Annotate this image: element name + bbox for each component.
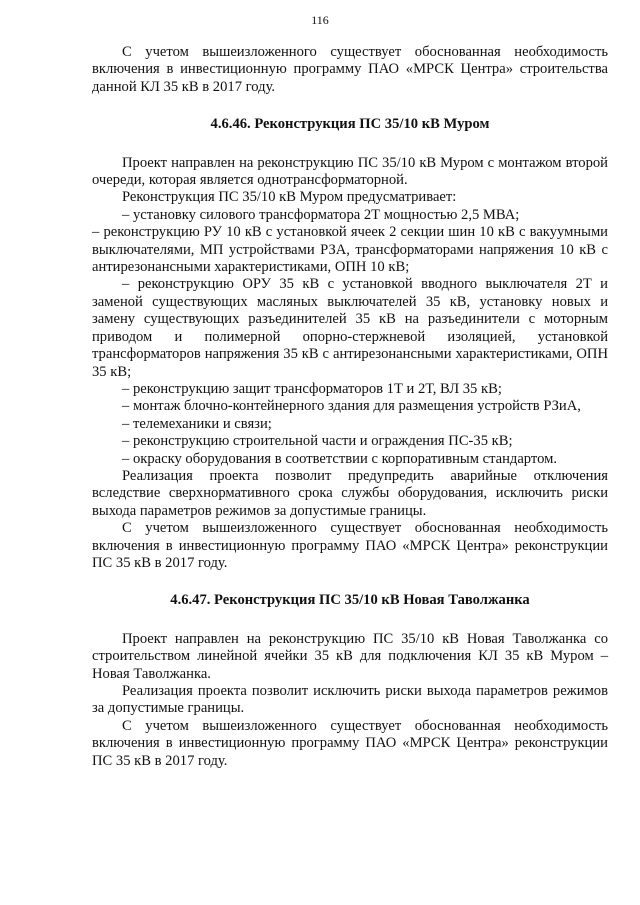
list-item: – телемеханики и связи; (122, 415, 272, 432)
section-heading-4-6-46: 4.6.46. Реконструкция ПС 35/10 кВ Муром (210, 116, 490, 133)
intro-paragraph: С учетом вышеизложенного существует обоснованная необходимость включения в инвестиционную программу ПАО «МРСК Центра» строительства данной КЛ 35 кВ в 2017 году. (92, 44, 608, 95)
list-item: – реконструкцию ОРУ 35 кВ с установкой вводного выключателя 2Т и заменой существующих масляных выключателей 35 кВ, установку новых и замену существующих разъединителей 35 кВ на разъединители с моторным приводом и полимерной опорно-стержневой изоляцией, установкой трансформаторов напряжения 35 кВ с антирезонансными характеристиками, ОПН 35 кВ; (92, 276, 608, 380)
section1-paragraph-3: Реализация проекта позволит предупредить аварийные отключения вследствие сверхнормативного срока службы оборудования, исключить риски выхода параметров режимов за допустимые границы. (92, 467, 608, 519)
list-item: – монтаж блочно-контейнерного здания для размещения устройств РЗиА, (122, 398, 581, 415)
list-item: – реконструкцию РУ 10 кВ с установкой ячеек 2 секции шин 10 кВ с вакуумными выключателями, МП устройствами РЗА, трансформаторами напряжения 10 кВ с антирезонансными характеристиками, ОПН 10 кВ; (92, 224, 608, 276)
section-heading-4-6-47: 4.6.47. Реконструкция ПС 35/10 кВ Новая Таволжанка (170, 592, 530, 609)
section2-paragraph-2: Реализация проекта позволит исключить риски выхода параметров режимов за допустимые границы. (92, 683, 608, 717)
page-number: 116 (311, 13, 329, 27)
list-item: – реконструкцию строительной части и ограждения ПС-35 кВ; (122, 433, 513, 450)
section2-paragraph-1: Проект направлен на реконструкцию ПС 35/10 кВ Новая Таволжанка со строительством линейной ячейки 35 кВ для подключения КЛ 35 кВ Муром – Новая Таволжанка. (92, 630, 608, 682)
section1-paragraph-4: С учетом вышеизложенного существует обоснованная необходимость включения в инвестиционную программу ПАО «МРСК Центра» реконструкции ПС 35 кВ в 2017 году. (92, 520, 608, 571)
list-item: – реконструкцию защит трансформаторов 1Т и 2Т, ВЛ 35 кВ; (122, 380, 502, 397)
section1-paragraph-1: Проект направлен на реконструкцию ПС 35/10 кВ Муром с монтажом второй очереди, которая является однотрансформаторной. (92, 154, 608, 189)
list-item: – окраску оборудования в соответствии с корпоративным стандартом. (122, 450, 558, 467)
list-item: – установку силового трансформатора 2Т мощностью 2,5 МВА; (122, 206, 520, 223)
section1-paragraph-2: Реконструкция ПС 35/10 кВ Муром предусматривает: (122, 189, 457, 206)
document-body (92, 44, 608, 770)
section2-paragraph-3: С учетом вышеизложенного существует обоснованная необходимость включения в инвестиционную программу ПАО «МРСК Центра» реконструкции ПС 35 кВ в 2017 году. (92, 717, 608, 769)
